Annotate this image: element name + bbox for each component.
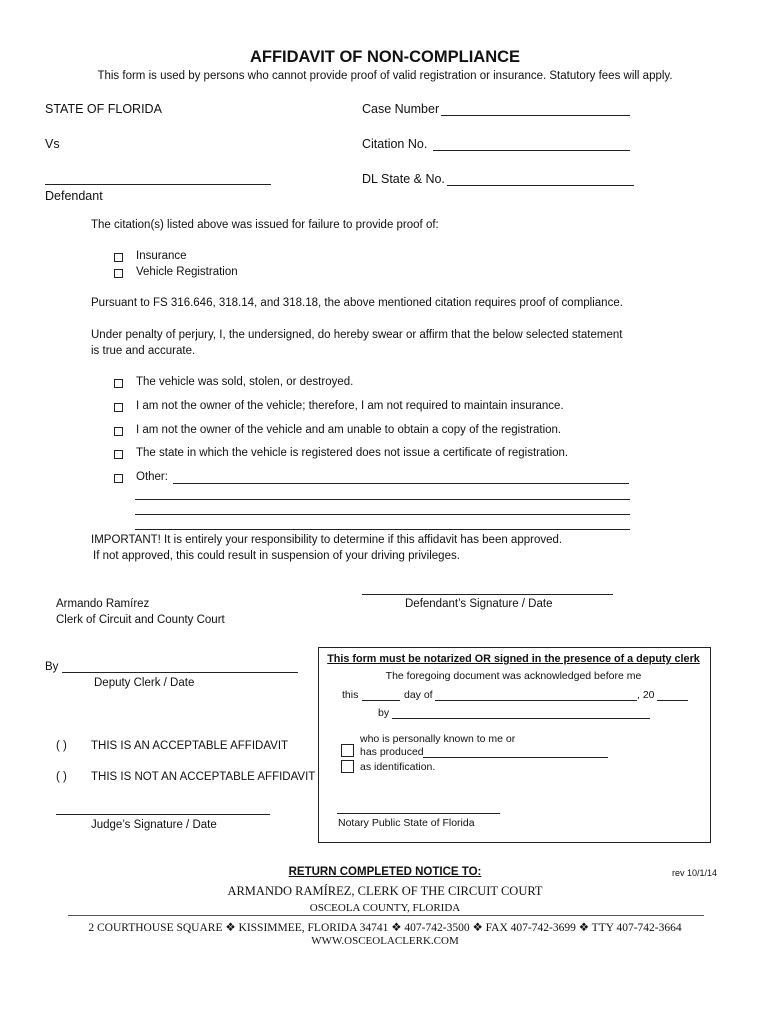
by-label: By bbox=[45, 661, 59, 673]
judge-signature-line[interactable] bbox=[56, 814, 270, 815]
notary-this: this bbox=[342, 689, 359, 701]
statement-checkbox-other[interactable] bbox=[114, 474, 123, 483]
defendant-signature-label: Defendant’s Signature / Date bbox=[405, 598, 553, 610]
other-line-4[interactable] bbox=[135, 529, 630, 530]
other-line-3[interactable] bbox=[135, 514, 630, 515]
not-acceptable-label: THIS IS NOT AN ACCEPTABLE AFFIDAVIT bbox=[91, 771, 316, 783]
dl-state-field[interactable] bbox=[447, 185, 634, 186]
not-acceptable-paren[interactable]: ( ) bbox=[56, 771, 67, 783]
statement-not-owner-insurance: I am not the owner of the vehicle; therefore, I am not required to maintain insurance. bbox=[136, 400, 564, 412]
defendant-signature-line[interactable] bbox=[362, 594, 613, 595]
clerk-title: Clerk of Circuit and County Court bbox=[56, 614, 225, 626]
dl-state-label: DL State & No. bbox=[362, 172, 445, 186]
notary-produced-checkbox[interactable] bbox=[341, 744, 354, 757]
notary-year-field[interactable] bbox=[657, 700, 688, 701]
statement-checkbox-sold[interactable] bbox=[114, 379, 123, 388]
form-subtitle: This form is used by persons who cannot provide proof of valid registration or insurance. Statutory fees will apply. bbox=[97, 70, 673, 82]
notary-public-label: Notary Public State of Florida bbox=[338, 817, 475, 829]
notary-id-checkbox[interactable] bbox=[341, 760, 354, 773]
statement-sold: The vehicle was sold, stolen, or destroyed. bbox=[136, 376, 354, 388]
case-number-field[interactable] bbox=[441, 115, 630, 116]
statement-no-certificate: The state in which the vehicle is registered does not issue a certificate of registration. bbox=[136, 447, 569, 459]
case-number-label: Case Number bbox=[362, 102, 440, 116]
citation-label: Citation No. bbox=[362, 137, 428, 151]
statement-other: Other: bbox=[136, 471, 168, 483]
other-line-2[interactable] bbox=[135, 499, 630, 500]
statement-checkbox-not-owner-insurance[interactable] bbox=[114, 403, 123, 412]
registration-checkbox[interactable] bbox=[114, 269, 123, 278]
notary-day-of: day of bbox=[404, 689, 433, 701]
notary-ack: The foregoing document was acknowledged before me bbox=[385, 670, 642, 682]
other-line-1[interactable] bbox=[173, 483, 629, 484]
form-title: AFFIDAVIT OF NON-COMPLIANCE bbox=[249, 48, 521, 66]
notary-by: by bbox=[378, 707, 390, 719]
important-line2: If not approved, this could result in suspension of your driving privileges. bbox=[93, 550, 460, 562]
deputy-clerk-label: Deputy Clerk / Date bbox=[94, 677, 195, 689]
notary-by-field[interactable] bbox=[392, 718, 650, 719]
deputy-clerk-line[interactable] bbox=[62, 672, 298, 673]
return-heading: RETURN COMPLETED NOTICE TO: bbox=[288, 866, 482, 878]
defendant-label: Defendant bbox=[45, 189, 103, 203]
address-line: 2 COURTHOUSE SQUARE ❖ KISSIMMEE, FLORIDA 34741 ❖ 407-742-3500 ❖ FAX 407-742-3699 ❖ TTY 407-742-3664 bbox=[88, 922, 682, 934]
insurance-checkbox[interactable] bbox=[114, 253, 123, 262]
notary-month-field[interactable] bbox=[435, 700, 637, 701]
county-line: OSCEOLA COUNTY, FLORIDA bbox=[309, 902, 461, 914]
notary-signature-line[interactable] bbox=[337, 813, 500, 814]
citation-field[interactable] bbox=[433, 150, 630, 151]
vs-label: Vs bbox=[45, 137, 60, 151]
website-line[interactable]: WWW.OSCEOLACLERK.COM bbox=[311, 935, 459, 947]
notary-produced: has produced bbox=[360, 746, 424, 758]
acceptable-label: THIS IS AN ACCEPTABLE AFFIDAVIT bbox=[91, 740, 289, 752]
notary-year-label: , 20 bbox=[637, 689, 655, 701]
clerk-address-line: ARMANDO RAMÍREZ, CLERK OF THE CIRCUIT COURT bbox=[227, 884, 543, 898]
clerk-name: Armando Ramírez bbox=[56, 598, 150, 610]
perjury-line2: is true and accurate. bbox=[91, 345, 196, 357]
perjury-line1: Under penalty of perjury, I, the undersigned, do hereby swear or affirm that the below selected statement bbox=[91, 329, 623, 341]
footer-divider bbox=[68, 915, 704, 916]
notary-day-field[interactable] bbox=[362, 700, 400, 701]
notary-produced-field[interactable] bbox=[423, 757, 608, 758]
defendant-line[interactable] bbox=[45, 184, 271, 185]
notary-heading: This form must be notarized OR signed in the presence of a deputy clerk bbox=[327, 653, 700, 665]
revision-label: rev 10/1/14 bbox=[672, 868, 718, 878]
statement-not-owner-registration: I am not the owner of the vehicle and am unable to obtain a copy of the registration. bbox=[136, 424, 562, 436]
judge-signature-label: Judge’s Signature / Date bbox=[91, 819, 217, 831]
registration-label: Vehicle Registration bbox=[136, 266, 238, 278]
statement-checkbox-not-owner-registration[interactable] bbox=[114, 427, 123, 436]
proof-intro: The citation(s) listed above was issued for failure to provide proof of: bbox=[91, 219, 439, 231]
statement-checkbox-no-certificate[interactable] bbox=[114, 450, 123, 459]
notary-identification: as identification. bbox=[360, 761, 436, 773]
important-line1: IMPORTANT! It is entirely your responsibility to determine if this affidavit has been approved. bbox=[91, 534, 563, 546]
state-label: STATE OF FLORIDA bbox=[45, 102, 162, 116]
acceptable-paren[interactable]: ( ) bbox=[56, 740, 67, 752]
notary-known: who is personally known to me or bbox=[360, 733, 516, 745]
statute-text: Pursuant to FS 316.646, 318.14, and 318.18, the above mentioned citation requires proof of compliance. bbox=[91, 297, 623, 309]
insurance-label: Insurance bbox=[136, 250, 187, 262]
